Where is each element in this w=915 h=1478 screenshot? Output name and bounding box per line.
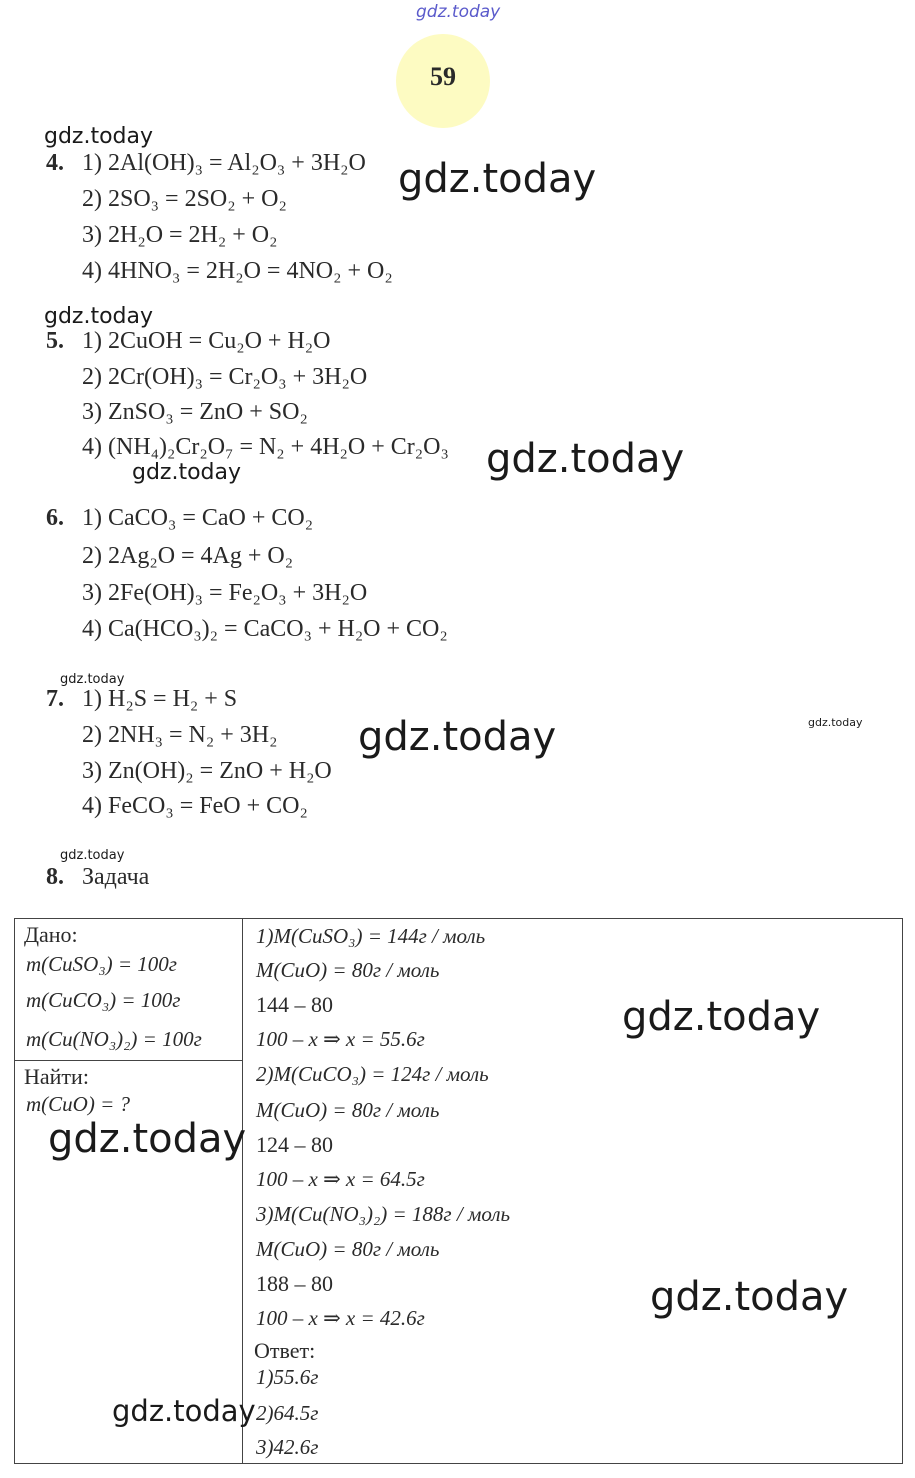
- task-4-number: 4.: [46, 150, 64, 176]
- page-number: 59: [430, 62, 456, 91]
- given-value: m(CuSO₃) = 100г: [26, 952, 177, 976]
- task-6-equation-3: 3) 2Fe(OH)₃ = Fe₂O₃ + 3H₂O: [82, 580, 368, 606]
- given-value: m(CuCO₃) = 100г: [26, 988, 181, 1012]
- task-6-equation-4: 4) Ca(HCO₃)₂ = CaCO₃ + H₂O + CO₂: [82, 616, 448, 642]
- solution-line: 2)M(CuCO₃) = 124г / моль: [256, 1062, 489, 1086]
- task-7-equation-3: 3) Zn(OH)₂ = ZnO + H₂O: [82, 758, 332, 784]
- watermark-large: gdz.today: [486, 436, 685, 482]
- table-divider-vertical: [242, 918, 243, 1464]
- watermark-top: gdz.today: [416, 2, 501, 22]
- task-4-equation-1: 1) 2Al(OH)₃ = Al₂O₃ + 3H₂O: [82, 150, 366, 176]
- solution-line: 124 – 80: [256, 1132, 333, 1157]
- given-value: m(Cu(NO₃)₂) = 100г: [26, 1027, 202, 1051]
- task-6-equation-1: 1) CaCO₃ = CaO + CO₂: [82, 505, 314, 531]
- watermark-large: gdz.today: [650, 1274, 849, 1320]
- task-7-equation-4: 4) FeCO₃ = FeO + CO₂: [82, 793, 308, 819]
- answer-value: 3)42.6г: [256, 1435, 319, 1459]
- watermark-label: gdz.today: [44, 304, 154, 329]
- task-5-number: 5.: [46, 328, 64, 354]
- watermark-large: gdz.today: [622, 994, 821, 1040]
- watermark-large: gdz.today: [398, 156, 597, 202]
- answer-header: Ответ:: [254, 1338, 316, 1363]
- solution-line: M(CuO) = 80г / моль: [256, 958, 440, 982]
- task-7-equation-1: 1) H₂S = H₂ + S: [82, 686, 238, 712]
- solution-line: 100 – x ⇒ x = 42.6г: [256, 1306, 425, 1330]
- find-value: m(CuO) = ?: [26, 1092, 130, 1116]
- task-5-equation-4: 4) (NH₄)₂Cr₂O₇ = N₂ + 4H₂O + Cr₂O₃: [82, 434, 449, 460]
- table-divider-horizontal: [14, 1060, 243, 1061]
- solution-line: M(CuO) = 80г / моль: [256, 1098, 440, 1122]
- solution-line: 144 – 80: [256, 992, 333, 1017]
- watermark-label: gdz.today: [60, 672, 125, 687]
- task-5-equation-3: 3) ZnSO₃ = ZnO + SO₂: [82, 399, 308, 425]
- watermark-small: gdz.today: [808, 716, 863, 729]
- solution-line: 188 – 80: [256, 1271, 333, 1296]
- find-header: Найти:: [24, 1064, 89, 1089]
- solution-line: 3)M(Cu(NO₃)₂) = 188г / моль: [256, 1202, 511, 1226]
- answer-value: 1)55.6г: [256, 1365, 319, 1389]
- task-4-equation-3: 3) 2H₂O = 2H₂ + O₂: [82, 222, 278, 248]
- given-header: Дано:: [24, 922, 78, 947]
- watermark-large: gdz.today: [358, 714, 557, 760]
- task-4-equation-2: 2) 2SO₃ = 2SO₂ + O₂: [82, 186, 287, 212]
- watermark-label: gdz.today: [60, 848, 125, 863]
- task-6-equation-2: 2) 2Ag₂O = 4Ag + O₂: [82, 543, 294, 569]
- answer-value: 2)64.5г: [256, 1401, 319, 1425]
- task-5-equation-1: 1) 2CuOH = Cu₂O + H₂O: [82, 328, 331, 354]
- watermark-label: gdz.today: [132, 460, 242, 485]
- task-8-number: 8.: [46, 864, 64, 890]
- task-4-equation-4: 4) 4HNO₃ = 2H₂O = 4NO₂ + O₂: [82, 258, 393, 284]
- task-8-title: Задача: [82, 864, 150, 890]
- task-7-number: 7.: [46, 686, 64, 712]
- watermark-label: gdz.today: [44, 124, 154, 149]
- solution-line: 100 – x ⇒ x = 55.6г: [256, 1027, 425, 1051]
- task-7-equation-2: 2) 2NH₃ = N₂ + 3H₂: [82, 722, 278, 748]
- task-5-equation-2: 2) 2Cr(OH)₃ = Cr₂O₃ + 3H₂O: [82, 364, 368, 390]
- solution-line: 1)M(CuSO₃) = 144г / моль: [256, 924, 486, 948]
- watermark-medium: gdz.today: [112, 1394, 256, 1428]
- solution-line: 100 – x ⇒ x = 64.5г: [256, 1167, 425, 1191]
- watermark-large: gdz.today: [48, 1116, 247, 1162]
- solution-line: M(CuO) = 80г / моль: [256, 1237, 440, 1261]
- task-6-number: 6.: [46, 505, 64, 531]
